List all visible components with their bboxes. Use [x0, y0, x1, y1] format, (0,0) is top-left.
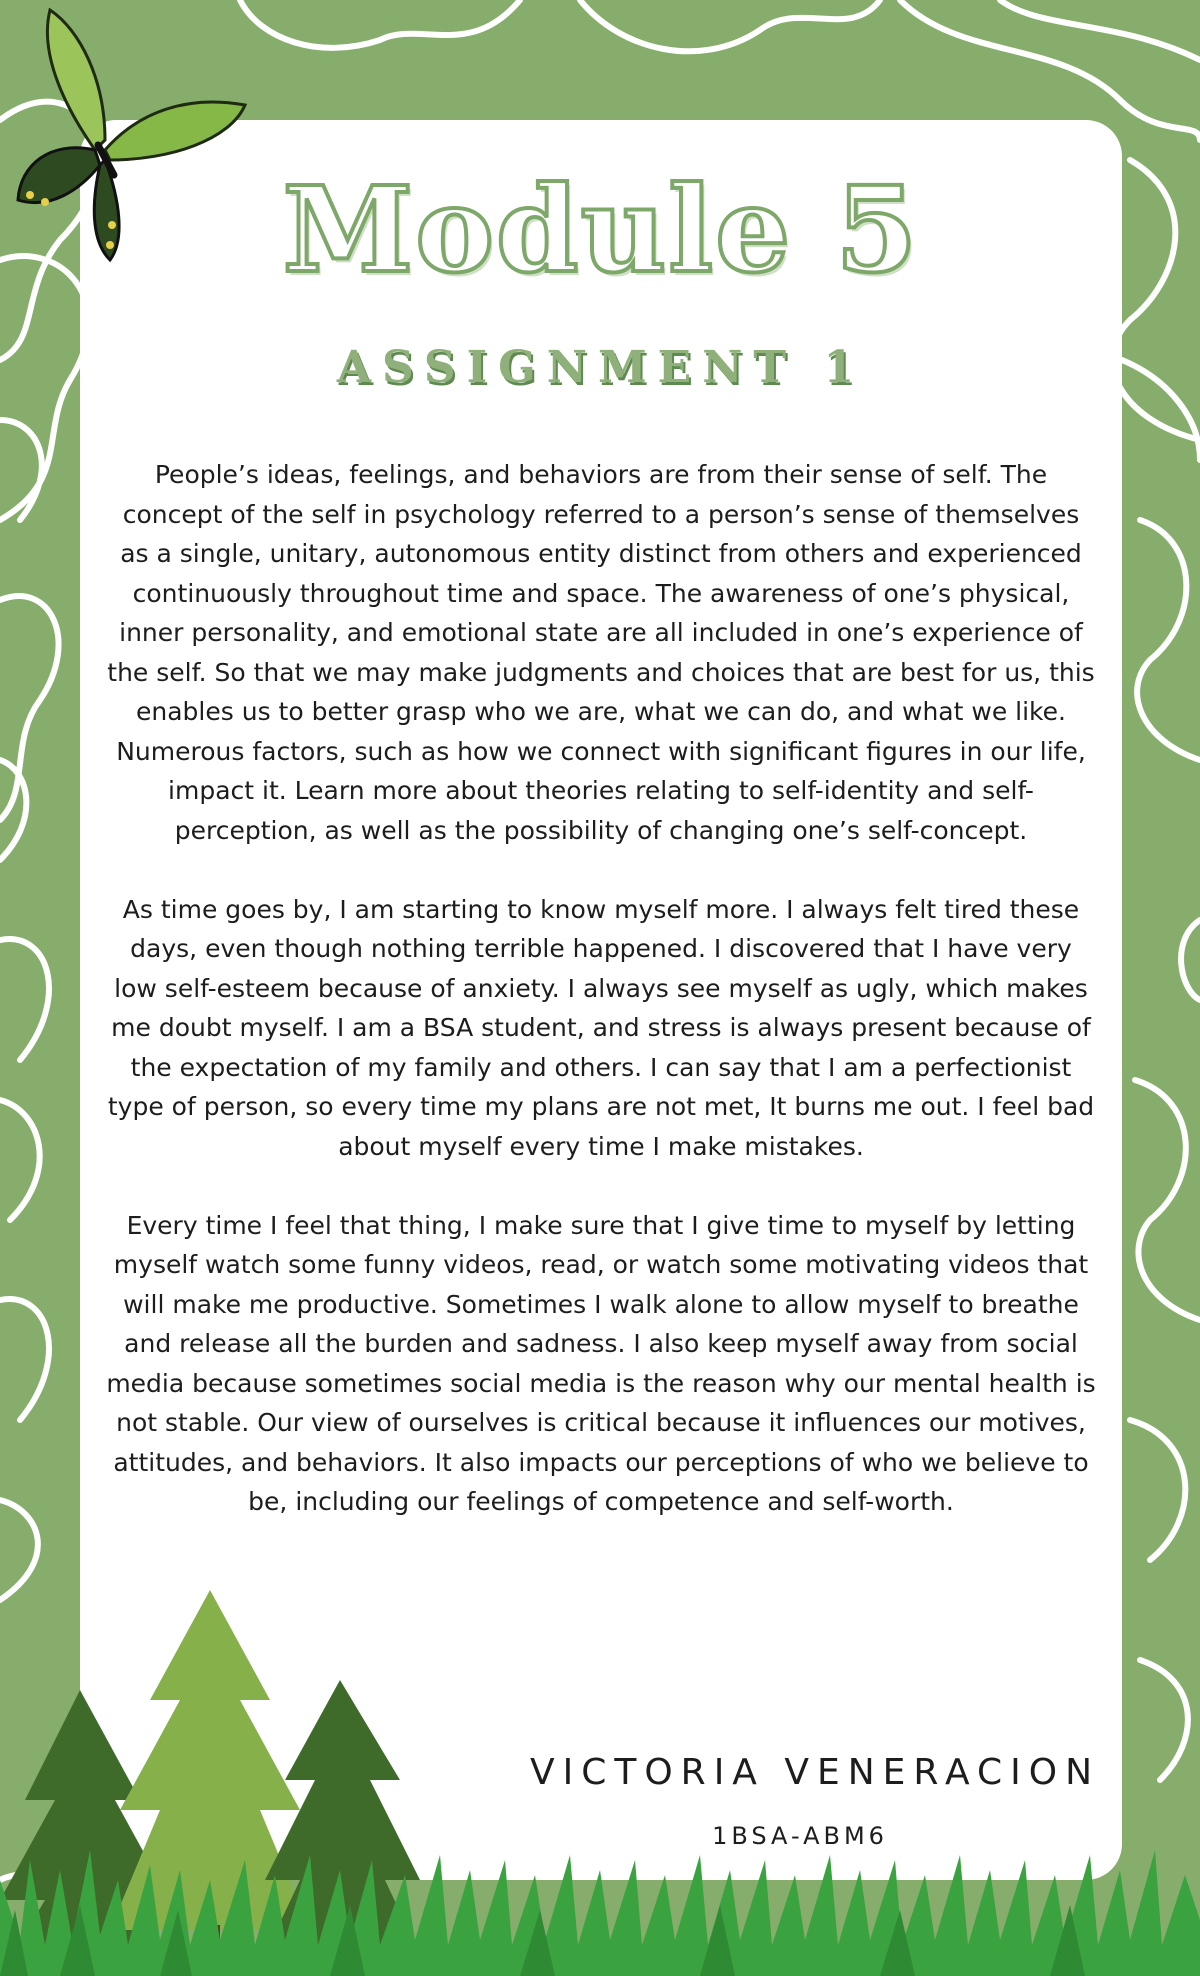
author-section: 1BSA-ABM6	[712, 1822, 888, 1850]
essay-paragraph: People’s ideas, feelings, and behaviors are from their sense of self. The concept of the self in psychology referred to a person’s sense of themselves as a single, unitary, autonomous entity distinct from others and experienced continuously throughout time and space. The awareness of one’s physical, inner personality, and emotional state are all included in one’s experience of the self. So that we may make judgments and choices that are best for us, this enables us to better grasp who we are, what we can do, and what we like. Numerous factors, such as how we connect with significant figures in our life, impact it. Learn more about theories relating to self-identity and self-perception, as well as the possibility of changing one’s self-concept.	[107, 460, 1095, 845]
author-name: VICTORIA VENERACION	[529, 1752, 1100, 1793]
page-title: Module 5	[282, 160, 920, 299]
essay-paragraph: Every time I feel that thing, I make sure that I give time to myself by letting myself watch some funny videos, read, or watch some motivating videos that will make me productive. Sometimes I walk alone to allow myself to breathe and release all the burden and sadness. I also keep myself away from social media because sometimes social media is the reason why our mental health is not stable. Our view of ourselves is critical because it influences our motives, attitudes, and behaviors. It also impacts our perceptions of who we believe to be, including our feelings of competence and self-worth.	[106, 1210, 1096, 1516]
page-subtitle: ASSIGNMENT 1	[336, 342, 866, 393]
essay-body	[105, 455, 1097, 1561]
essay-paragraph: As time goes by, I am starting to know myself more. I always felt tired these days, even though nothing terrible happened. I discovered that I have very low self-esteem because of anxiety. I always see myself as ugly, which makes me doubt myself. I am a BSA student, and stress is always present because of the expectation of my family and others. I can say that I am a perfectionist type of person, so every time my plans are not met, It burns me out. I feel bad about myself every time I make mistakes.	[107, 894, 1095, 1161]
